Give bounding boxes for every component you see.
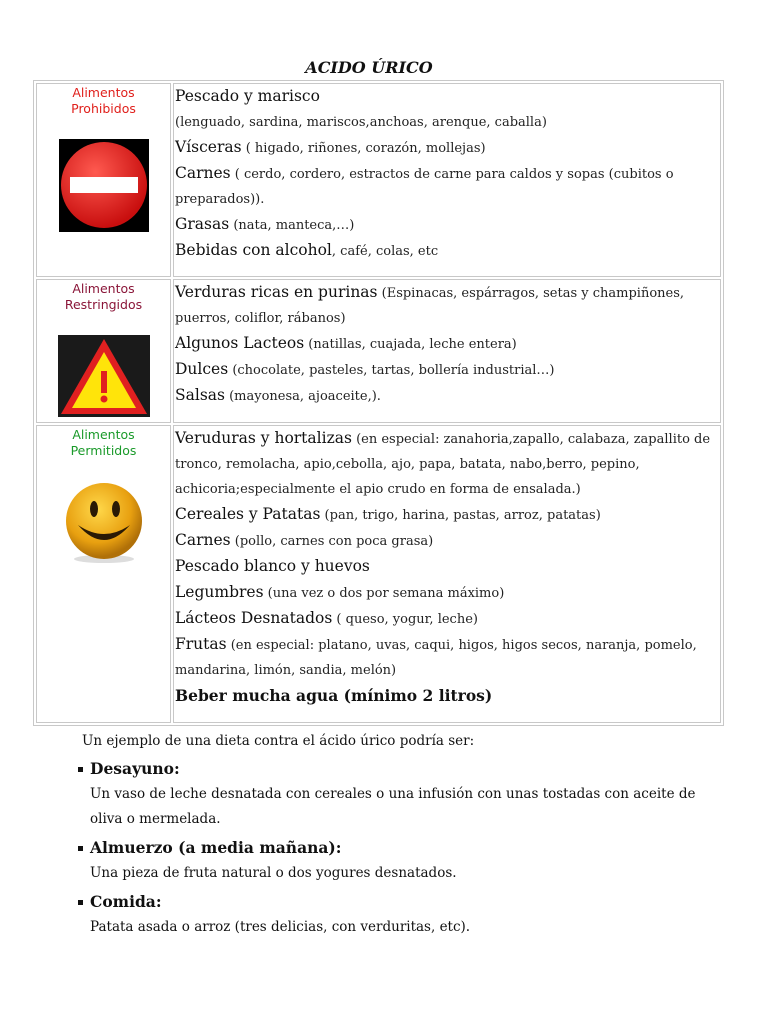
list-item: Vísceras ( higado, riñones, corazón, mollejas)	[175, 138, 486, 156]
category-label: Alimentos Prohibidos	[71, 85, 136, 116]
list-item: Salsas (mayonesa, ajoaceite,).	[175, 386, 381, 404]
table-row-restringidos	[36, 279, 721, 423]
items-cell-restringidos	[173, 279, 721, 423]
no-entry-icon	[59, 139, 149, 236]
list-item	[78, 889, 698, 943]
list-item: Verduras ricas en purinas (Espinacas, espárragos, setas y champiñones, puerros, coliflor, rábanos)	[175, 283, 685, 326]
meal-desc: Un vaso de leche desnatada con cereales o una infusión con unas tostadas con aceite de oliva o mermelada.	[90, 786, 696, 827]
category-label: Alimentos Restringidos	[64, 281, 143, 312]
category-cell-restringidos	[36, 279, 171, 423]
list-item	[78, 835, 698, 889]
table-row-prohibidos	[36, 83, 721, 277]
category-cell-permitidos	[36, 425, 171, 723]
category-label: Alimentos Permitidos	[70, 427, 137, 458]
category-cell-prohibidos	[36, 83, 171, 277]
list-item: Frutas (en especial: platano, uvas, caqui, higos, higos secos, naranja, pomelo, mandarina, limón, sandia, melón)	[175, 635, 697, 678]
warning-icon	[58, 335, 150, 421]
bullet-icon	[78, 767, 83, 772]
intro-text: Un ejemplo de una dieta contra el ácido úrico podría ser:	[82, 733, 475, 749]
food-table	[33, 80, 724, 726]
list-item	[78, 756, 698, 835]
meal-name: Desayuno:	[90, 759, 180, 778]
meal-desc: Una pieza de fruta natural o dos yogures desnatados.	[90, 865, 457, 881]
meal-name: Almuerzo (a media mañana):	[90, 838, 342, 857]
list-item: Lácteos Desnatados ( queso, yogur, leche)	[175, 609, 478, 627]
list-item: Algunos Lacteos (natillas, cuajada, leche entera)	[175, 334, 517, 352]
meal-list	[78, 756, 698, 943]
list-item: Pescado y marisco (lenguado, sardina, mariscos,anchoas, arenque, caballa)	[175, 87, 547, 130]
page-title: ACIDO ÚRICO	[305, 58, 433, 77]
items-cell-permitidos	[173, 425, 721, 723]
meal-desc: Patata asada o arroz (tres delicias, con verduritas, etc).	[90, 919, 471, 935]
bullet-icon	[78, 846, 83, 851]
list-item: Carnes (pollo, carnes con poca grasa)	[175, 531, 434, 549]
list-item: Pescado blanco y huevos	[175, 557, 370, 575]
list-item: Dulces (chocolate, pasteles, tartas, bollería industrial…)	[175, 360, 555, 378]
bullet-icon	[78, 900, 83, 905]
list-item: Bebidas con alcohol, café, colas, etc	[175, 241, 439, 259]
items-cell-prohibidos	[173, 83, 721, 277]
table-row-permitidos	[36, 425, 721, 723]
list-item: Beber mucha agua (mínimo 2 litros)	[175, 686, 493, 705]
smiley-icon	[62, 481, 146, 569]
list-item: Veruduras y hortalizas (en especial: zanahoria,zapallo, calabaza, zapallito de tronco, remolacha, apio,cebolla, ajo, papa, batata, nabo,berro, pepino, achicoria;especialmente el apio crudo en forma de ensalada.)	[175, 429, 711, 497]
list-item: Grasas (nata, manteca,…)	[175, 215, 355, 233]
list-item: Legumbres (una vez o dos por semana máximo)	[175, 583, 505, 601]
meal-name: Comida:	[90, 892, 162, 911]
list-item: Cereales y Patatas (pan, trigo, harina, pastas, arroz, patatas)	[175, 505, 601, 523]
list-item: Carnes ( cerdo, cordero, estractos de carne para caldos y sopas (cubitos o preparados)).	[175, 164, 674, 207]
